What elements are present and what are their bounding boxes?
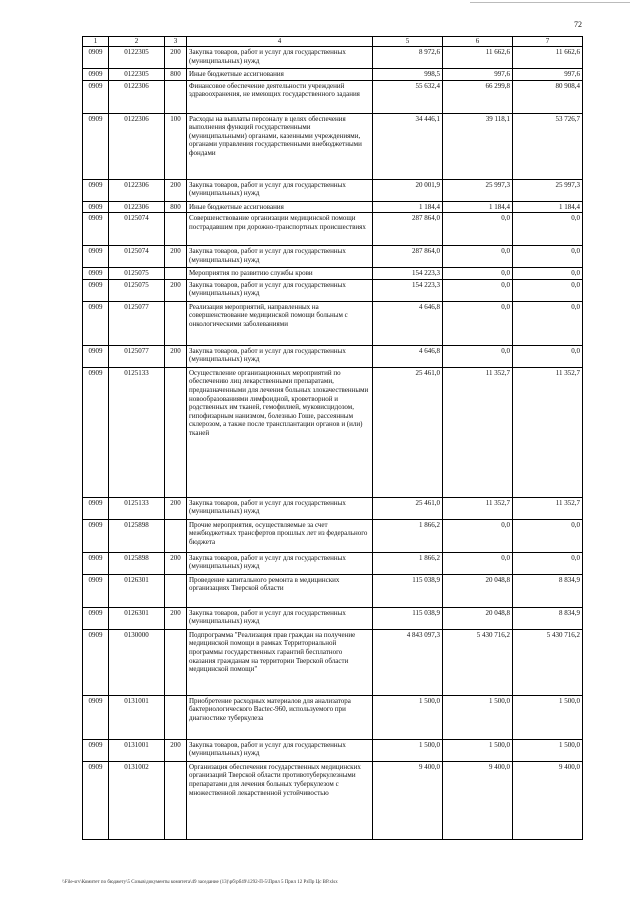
section-code-cell: 0909 — [83, 201, 109, 213]
amount-year-3-cell: 1 500,0 — [513, 739, 583, 761]
amount-year-2-cell: 1 500,0 — [443, 695, 513, 739]
header-col-7: 7 — [513, 37, 583, 47]
amount-year-3-cell: 0,0 — [513, 301, 583, 345]
amount-year-2-cell: 9 400,0 — [443, 761, 513, 839]
top-rule — [470, 2, 630, 3]
expense-type-code-cell — [165, 695, 187, 739]
table-row — [83, 201, 583, 213]
amount-year-2-cell: 39 118,1 — [443, 113, 513, 179]
table-row — [83, 113, 583, 179]
description-cell: Мероприятия по развитию службы крови — [187, 268, 373, 280]
file-path-footer: \\File-srv\Комитет по бюджету\5 Созыв\документы комитета\49 заседание (13)\рб\рб49\1292-П-5\Прил 5 Прил 12 РзПр Цс ВР.xlsx — [62, 880, 338, 885]
amount-year-3-cell: 997,6 — [513, 69, 583, 81]
amount-year-1-cell: 154 223,3 — [373, 268, 443, 280]
amount-year-1-cell: 1 500,0 — [373, 739, 443, 761]
amount-year-2-cell: 20 048,8 — [443, 574, 513, 607]
target-code-cell: 0125133 — [109, 367, 165, 497]
table-row — [83, 301, 583, 345]
expense-type-code-cell: 200 — [165, 47, 187, 69]
amount-year-1-cell: 8 972,6 — [373, 47, 443, 69]
table-row — [83, 497, 583, 519]
amount-year-1-cell: 20 001,9 — [373, 179, 443, 201]
amount-year-3-cell: 11 352,7 — [513, 497, 583, 519]
description-cell: Закупка товаров, работ и услуг для государственных (муниципальных) нужд — [187, 279, 373, 301]
description-cell: Иные бюджетные ассигнования — [187, 69, 373, 81]
description-cell: Приобретение расходных материалов для анализатора бактериологического Bactec-960, используемого при диагностике туберкулеза — [187, 695, 373, 739]
section-code-cell: 0909 — [83, 367, 109, 497]
header-col-6: 6 — [443, 37, 513, 47]
description-cell: Закупка товаров, работ и услуг для государственных (муниципальных) нужд — [187, 179, 373, 201]
expense-type-code-cell: 200 — [165, 607, 187, 629]
amount-year-3-cell: 9 400,0 — [513, 761, 583, 839]
amount-year-1-cell: 1 500,0 — [373, 695, 443, 739]
expense-type-code-cell — [165, 367, 187, 497]
amount-year-3-cell: 0,0 — [513, 213, 583, 246]
amount-year-1-cell: 1 866,2 — [373, 552, 443, 574]
table-row — [83, 47, 583, 69]
amount-year-3-cell: 11 662,6 — [513, 47, 583, 69]
target-code-cell: 0122306 — [109, 179, 165, 201]
description-cell: Закупка товаров, работ и услуг для государственных (муниципальных) нужд — [187, 246, 373, 268]
description-cell: Закупка товаров, работ и услуг для государственных (муниципальных) нужд — [187, 497, 373, 519]
description-cell: Закупка товаров, работ и услуг для государственных (муниципальных) нужд — [187, 607, 373, 629]
amount-year-3-cell: 11 352,7 — [513, 367, 583, 497]
amount-year-3-cell: 0,0 — [513, 279, 583, 301]
target-code-cell: 0126301 — [109, 574, 165, 607]
page-number: 72 — [574, 20, 582, 29]
amount-year-3-cell: 0,0 — [513, 268, 583, 280]
amount-year-2-cell: 11 352,7 — [443, 367, 513, 497]
amount-year-2-cell: 20 048,8 — [443, 607, 513, 629]
section-code-cell: 0909 — [83, 246, 109, 268]
target-code-cell: 0130000 — [109, 629, 165, 695]
table-body — [83, 47, 583, 840]
expense-type-code-cell — [165, 519, 187, 552]
target-code-cell: 0131001 — [109, 695, 165, 739]
amount-year-3-cell: 8 834,9 — [513, 574, 583, 607]
description-cell: Закупка товаров, работ и услуг для государственных (муниципальных) нужд — [187, 345, 373, 367]
amount-year-2-cell: 11 352,7 — [443, 497, 513, 519]
expense-type-code-cell: 200 — [165, 497, 187, 519]
expense-type-code-cell: 200 — [165, 345, 187, 367]
target-code-cell: 0126301 — [109, 607, 165, 629]
description-cell: Закупка товаров, работ и услуг для государственных (муниципальных) нужд — [187, 552, 373, 574]
table-row — [83, 574, 583, 607]
expense-type-code-cell: 800 — [165, 69, 187, 81]
table-row — [83, 552, 583, 574]
table-row — [83, 607, 583, 629]
amount-year-3-cell: 1 184,4 — [513, 201, 583, 213]
amount-year-2-cell: 0,0 — [443, 213, 513, 246]
header-row — [83, 37, 583, 47]
amount-year-2-cell: 1 184,4 — [443, 201, 513, 213]
expense-type-code-cell: 200 — [165, 246, 187, 268]
section-code-cell: 0909 — [83, 761, 109, 839]
target-code-cell: 0131001 — [109, 739, 165, 761]
amount-year-1-cell: 4 646,8 — [373, 301, 443, 345]
section-code-cell: 0909 — [83, 47, 109, 69]
table-row — [83, 519, 583, 552]
target-code-cell: 0125898 — [109, 519, 165, 552]
amount-year-2-cell: 25 997,3 — [443, 179, 513, 201]
description-cell: Совершенствование организации медицинской помощи пострадавшим при дорожно-транспортных происшествиях — [187, 213, 373, 246]
description-cell: Расходы на выплаты персоналу в целях обеспечения выполнения функций государственными (муниципальными) органами, казенными учреждениями, органами управления государственными внебюджетными фондами — [187, 113, 373, 179]
amount-year-1-cell: 154 223,3 — [373, 279, 443, 301]
amount-year-2-cell: 0,0 — [443, 246, 513, 268]
table-row — [83, 246, 583, 268]
amount-year-3-cell: 8 834,9 — [513, 607, 583, 629]
amount-year-3-cell: 25 997,3 — [513, 179, 583, 201]
section-code-cell: 0909 — [83, 739, 109, 761]
amount-year-2-cell: 0,0 — [443, 268, 513, 280]
target-code-cell: 0125133 — [109, 497, 165, 519]
amount-year-2-cell: 0,0 — [443, 301, 513, 345]
section-code-cell: 0909 — [83, 574, 109, 607]
amount-year-1-cell: 9 400,0 — [373, 761, 443, 839]
amount-year-1-cell: 287 864,0 — [373, 213, 443, 246]
expense-type-code-cell: 200 — [165, 279, 187, 301]
description-cell: Финансовое обеспечение деятельности учреждений здравоохранения, не имеющих государственного задания — [187, 80, 373, 113]
target-code-cell: 0122306 — [109, 80, 165, 113]
section-code-cell: 0909 — [83, 268, 109, 280]
amount-year-3-cell: 53 726,7 — [513, 113, 583, 179]
amount-year-1-cell: 287 864,0 — [373, 246, 443, 268]
table-row — [83, 279, 583, 301]
target-code-cell: 0125075 — [109, 279, 165, 301]
amount-year-1-cell: 25 461,0 — [373, 367, 443, 497]
amount-year-2-cell: 0,0 — [443, 552, 513, 574]
amount-year-2-cell: 11 662,6 — [443, 47, 513, 69]
target-code-cell: 0125077 — [109, 301, 165, 345]
amount-year-2-cell: 0,0 — [443, 519, 513, 552]
table-row — [83, 213, 583, 246]
table-row — [83, 629, 583, 695]
amount-year-3-cell: 0,0 — [513, 552, 583, 574]
amount-year-1-cell: 4 646,8 — [373, 345, 443, 367]
description-cell: Прочие мероприятия, осуществляемые за счет межбюджетных трансфертов прошлых лет из федерального бюджета — [187, 519, 373, 552]
section-code-cell: 0909 — [83, 629, 109, 695]
amount-year-2-cell: 1 500,0 — [443, 739, 513, 761]
section-code-cell: 0909 — [83, 69, 109, 81]
table-row — [83, 739, 583, 761]
target-code-cell: 0125898 — [109, 552, 165, 574]
amount-year-2-cell: 5 430 716,2 — [443, 629, 513, 695]
expense-type-code-cell: 100 — [165, 113, 187, 179]
table-row — [83, 761, 583, 839]
expense-type-code-cell — [165, 268, 187, 280]
header-col-2: 2 — [109, 37, 165, 47]
section-code-cell: 0909 — [83, 519, 109, 552]
table-row — [83, 268, 583, 280]
section-code-cell: 0909 — [83, 113, 109, 179]
table-row — [83, 695, 583, 739]
amount-year-3-cell: 80 908,4 — [513, 80, 583, 113]
description-cell: Подпрограмма "Реализация прав граждан на получение медицинской помощи в рамках Территориальной программы государственных гарантий бесплатного оказания гражданам на территории Тверской области медицинской помощи" — [187, 629, 373, 695]
target-code-cell: 0131002 — [109, 761, 165, 839]
section-code-cell: 0909 — [83, 213, 109, 246]
description-cell: Закупка товаров, работ и услуг для государственных (муниципальных) нужд — [187, 739, 373, 761]
description-cell: Закупка товаров, работ и услуг для государственных (муниципальных) нужд — [187, 47, 373, 69]
amount-year-1-cell: 1 866,2 — [373, 519, 443, 552]
amount-year-2-cell: 997,6 — [443, 69, 513, 81]
expense-type-code-cell — [165, 761, 187, 839]
section-code-cell: 0909 — [83, 695, 109, 739]
table-row — [83, 80, 583, 113]
amount-year-2-cell: 66 299,8 — [443, 80, 513, 113]
section-code-cell: 0909 — [83, 607, 109, 629]
expense-type-code-cell — [165, 213, 187, 246]
table-row — [83, 345, 583, 367]
expense-type-code-cell — [165, 629, 187, 695]
expense-type-code-cell: 800 — [165, 201, 187, 213]
section-code-cell: 0909 — [83, 80, 109, 113]
header-col-4: 4 — [187, 37, 373, 47]
section-code-cell: 0909 — [83, 179, 109, 201]
target-code-cell: 0122305 — [109, 69, 165, 81]
expense-type-code-cell: 200 — [165, 739, 187, 761]
amount-year-3-cell: 1 500,0 — [513, 695, 583, 739]
table-row — [83, 367, 583, 497]
section-code-cell: 0909 — [83, 345, 109, 367]
target-code-cell: 0125074 — [109, 213, 165, 246]
amount-year-3-cell: 0,0 — [513, 246, 583, 268]
amount-year-1-cell: 25 461,0 — [373, 497, 443, 519]
section-code-cell: 0909 — [83, 301, 109, 345]
amount-year-2-cell: 0,0 — [443, 279, 513, 301]
expense-type-code-cell: 200 — [165, 552, 187, 574]
expense-type-code-cell — [165, 80, 187, 113]
amount-year-3-cell: 5 430 716,2 — [513, 629, 583, 695]
description-cell: Осуществление организационных мероприятий по обеспечению лиц лекарственными препаратами, предназначенными для лечения больных злокачественными новообразованиями лимфоидной, кроветворной и родственных им тканей, гемофилией, муковисцидозом, гипофизарным нанизмом, болезнью Гоше, рассеянным склерозом, а также после трансплантации органов и (или) тканей — [187, 367, 373, 497]
description-cell: Организация обеспечения государственных медицинских организаций Тверской области противотуберкулезными препаратами для лечения больных туберкулезом с множественной лекарственной устойчивостью — [187, 761, 373, 839]
expense-type-code-cell — [165, 301, 187, 345]
description-cell: Реализация мероприятий, направленных на совершенствование медицинской помощи больным с онкологическими заболеваниями — [187, 301, 373, 345]
section-code-cell: 0909 — [83, 552, 109, 574]
amount-year-1-cell: 1 184,4 — [373, 201, 443, 213]
amount-year-1-cell: 55 632,4 — [373, 80, 443, 113]
target-code-cell: 0122305 — [109, 47, 165, 69]
amount-year-1-cell: 998,5 — [373, 69, 443, 81]
expense-type-code-cell — [165, 574, 187, 607]
target-code-cell: 0122306 — [109, 113, 165, 179]
section-code-cell: 0909 — [83, 497, 109, 519]
amount-year-1-cell: 115 038,9 — [373, 607, 443, 629]
description-cell: Иные бюджетные ассигнования — [187, 201, 373, 213]
expense-type-code-cell: 200 — [165, 179, 187, 201]
header-col-5: 5 — [373, 37, 443, 47]
amount-year-1-cell: 4 843 097,3 — [373, 629, 443, 695]
header-col-1: 1 — [83, 37, 109, 47]
amount-year-3-cell: 0,0 — [513, 519, 583, 552]
section-code-cell: 0909 — [83, 279, 109, 301]
target-code-cell: 0125075 — [109, 268, 165, 280]
target-code-cell: 0122306 — [109, 201, 165, 213]
budget-table — [82, 36, 583, 840]
amount-year-2-cell: 0,0 — [443, 345, 513, 367]
table-row — [83, 69, 583, 81]
target-code-cell: 0125077 — [109, 345, 165, 367]
header-col-3: 3 — [165, 37, 187, 47]
amount-year-3-cell: 0,0 — [513, 345, 583, 367]
table-row — [83, 179, 583, 201]
amount-year-1-cell: 34 446,1 — [373, 113, 443, 179]
amount-year-1-cell: 115 038,9 — [373, 574, 443, 607]
target-code-cell: 0125074 — [109, 246, 165, 268]
description-cell: Проведение капитального ремонта в медицинских организациях Тверской области — [187, 574, 373, 607]
